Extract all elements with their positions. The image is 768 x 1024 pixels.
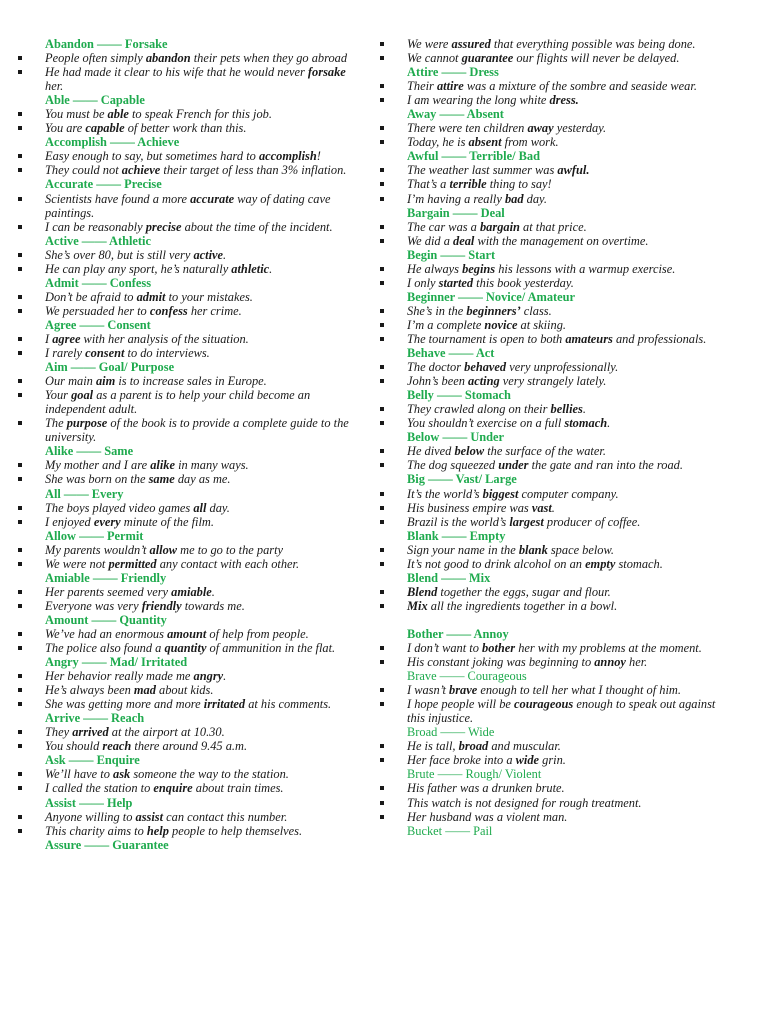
example-sentence <box>16 346 362 360</box>
bullet-icon <box>380 56 384 60</box>
bullet-icon <box>18 197 22 201</box>
example-sentence <box>378 332 730 346</box>
example-sentence <box>16 810 362 824</box>
example-sentence <box>378 501 730 515</box>
bullet-icon <box>18 351 22 355</box>
example-sentence <box>378 177 730 191</box>
bullet-icon <box>380 758 384 762</box>
bullet-icon <box>18 295 22 299</box>
bullet-icon <box>18 829 22 833</box>
synonym-heading-bother-annoy: Bother —— Annoy <box>407 626 509 641</box>
bullet-icon <box>18 562 22 566</box>
example-text: Brazil is the world’s largest producer of coffee. <box>407 514 641 529</box>
example-sentence <box>378 192 730 206</box>
bullet-icon <box>380 281 384 285</box>
example-sentence <box>378 599 730 613</box>
example-sentence <box>16 220 362 234</box>
example-sentence <box>16 149 362 163</box>
synonym-heading-begin-start: Begin —— Start <box>407 247 496 262</box>
example-sentence <box>16 416 362 444</box>
example-sentence <box>16 107 362 121</box>
bullet-icon <box>380 590 384 594</box>
synonym-heading-assure-guarantee: Assure —— Guarantee <box>45 837 169 852</box>
example-sentence <box>378 416 730 430</box>
bullet-icon <box>18 744 22 748</box>
example-text: This watch is not designed for rough treatment. <box>407 795 642 810</box>
example-text: You are capable of better work than this. <box>45 121 247 136</box>
example-sentence <box>16 65 362 93</box>
bullet-icon <box>380 660 384 664</box>
bullet-icon <box>380 463 384 467</box>
bullet-icon <box>380 168 384 172</box>
synonym-heading-active-athletic: Active —— Athletic <box>45 233 151 248</box>
example-text: He always begins his lessons with a warmup exercise. <box>407 261 676 276</box>
bullet-icon <box>380 309 384 313</box>
synonym-heading-all-every: All —— Every <box>45 486 124 501</box>
example-sentence <box>378 444 730 458</box>
example-text: She was getting more and more irritated at his comments. <box>45 697 332 712</box>
example-sentence <box>378 163 730 177</box>
bullet-icon <box>18 309 22 313</box>
example-text: The weather last summer was awful. <box>407 163 590 178</box>
bullet-icon <box>380 84 384 88</box>
synonym-heading-away-absent: Away —— Absent <box>407 107 504 122</box>
bullet-icon <box>18 112 22 116</box>
bullet-icon <box>380 449 384 453</box>
example-text: We persuaded her to confess her crime. <box>45 303 242 318</box>
synonym-heading-beginner-novice-amateur: Beginner —— Novice/ Amateur <box>407 289 576 304</box>
example-text: The purpose of the book is to provide a complete guide to the university. <box>45 416 349 445</box>
example-text: His constant joking was beginning to annoy her. <box>407 655 648 670</box>
example-text: Your goal as a parent is to help your child become an independent adult. <box>45 388 311 417</box>
example-text: I’m a complete novice at skiing. <box>407 317 566 332</box>
example-sentence <box>378 515 730 529</box>
example-sentence <box>378 360 730 374</box>
example-text: They arrived at the airport at 10.30. <box>45 725 225 740</box>
example-text: I hope people will be courageous enough to speak out against this injustice. <box>407 697 716 726</box>
example-text: That’s a terrible thing to say! <box>407 177 552 192</box>
bullet-icon <box>380 646 384 650</box>
example-text: I rarely consent to do interviews. <box>45 346 210 361</box>
example-sentence <box>16 458 362 472</box>
example-sentence <box>16 739 362 753</box>
example-text: The car was a bargain at that price. <box>407 219 587 234</box>
example-sentence <box>16 388 362 416</box>
synonym-heading-bargain-deal: Bargain —— Deal <box>407 205 505 220</box>
example-sentence <box>16 627 362 641</box>
synonym-heading-belly-stomach: Belly —— Stomach <box>407 388 511 403</box>
example-sentence <box>16 669 362 683</box>
bullet-icon <box>380 239 384 243</box>
example-sentence <box>16 121 362 135</box>
example-sentence <box>16 472 362 486</box>
example-sentence <box>378 121 730 135</box>
example-text: I enjoyed every minute of the film. <box>45 514 214 529</box>
example-sentence <box>16 599 362 613</box>
example-sentence <box>16 641 362 655</box>
bullet-icon <box>380 815 384 819</box>
example-text: We cannot guarantee our flights will never be delayed. <box>407 51 680 66</box>
bullet-icon <box>380 604 384 608</box>
bullet-icon <box>380 98 384 102</box>
bullet-icon <box>380 801 384 805</box>
example-text: They could not achieve their target of less than 3% inflation. <box>45 163 347 178</box>
bullet-icon <box>380 42 384 46</box>
synonym-heading-angry-mad-irritated: Angry —— Mad/ Irritated <box>45 655 188 670</box>
example-sentence <box>378 79 730 93</box>
bullet-icon <box>380 520 384 524</box>
synonym-heading-amiable-friendly: Amiable —— Friendly <box>45 570 167 585</box>
example-text: The boys played video games all day. <box>45 500 230 515</box>
bullet-icon <box>18 225 22 229</box>
synonym-heading-agree-consent: Agree —— Consent <box>45 317 151 332</box>
bullet-icon <box>18 70 22 74</box>
example-text: Today, he is absent from work. <box>407 135 559 150</box>
bullet-icon <box>18 702 22 706</box>
example-text: People often simply abandon their pets when they go abroad <box>45 51 348 66</box>
example-text: They crawled along on their bellies. <box>407 402 586 417</box>
example-text: We’ll have to ask someone the way to the station. <box>45 767 289 782</box>
example-text: This charity aims to help people to help themselves. <box>45 823 303 838</box>
example-text: He’s always been mad about kids. <box>45 683 214 698</box>
bullet-icon <box>18 168 22 172</box>
example-text: You must be able to speak French for this job. <box>45 107 272 122</box>
example-sentence <box>378 93 730 107</box>
bullet-icon <box>18 815 22 819</box>
example-text: It’s not good to drink alcohol on an empty stomach. <box>407 556 663 571</box>
bullet-icon <box>18 379 22 383</box>
example-text: His business empire was vast. <box>407 500 555 515</box>
bullet-icon <box>18 56 22 60</box>
example-sentence <box>378 458 730 472</box>
example-text: The doctor behaved very unprofessionally. <box>407 360 619 375</box>
example-sentence <box>16 767 362 781</box>
synonym-heading-alike-same: Alike —— Same <box>45 444 134 459</box>
example-sentence <box>378 220 730 234</box>
synonym-heading-admit-confess: Admit —— Confess <box>45 275 152 290</box>
example-text: You shouldn’t exercise on a full stomach. <box>407 416 611 431</box>
synonym-heading-accomplish-achieve: Accomplish —— Achieve <box>45 135 180 150</box>
synonym-heading-amount-quantity: Amount —— Quantity <box>45 612 167 627</box>
example-sentence <box>16 262 362 276</box>
bullet-icon <box>18 337 22 341</box>
example-sentence <box>16 192 362 220</box>
example-text: My mother and I are alike in many ways. <box>45 458 249 473</box>
example-sentence <box>378 641 730 655</box>
bullet-icon <box>380 182 384 186</box>
bullet-icon <box>18 632 22 636</box>
example-sentence <box>16 585 362 599</box>
example-text: I can be reasonably precise about the time of the incident. <box>45 219 333 234</box>
bullet-icon <box>18 646 22 650</box>
bullet-icon <box>18 772 22 776</box>
example-sentence <box>378 51 730 65</box>
example-text: She’s over 80, but is still very active. <box>45 247 227 262</box>
bullet-icon <box>18 730 22 734</box>
example-sentence <box>378 810 730 824</box>
example-text: There were ten children away yesterday. <box>407 121 607 136</box>
synonym-heading-behave-act: Behave —— Act <box>407 346 495 361</box>
synonym-heading-broad-wide: Broad —— Wide <box>407 725 495 740</box>
left-column <box>16 37 362 852</box>
example-sentence <box>16 163 362 177</box>
example-text: Scientists have found a more accurate way of dating cave paintings. <box>45 191 331 220</box>
example-text: We’ve had an enormous amount of help from people. <box>45 626 309 641</box>
example-sentence <box>16 557 362 571</box>
example-text: He dived below the surface of the water. <box>407 444 606 459</box>
synonym-heading-assist-help: Assist —— Help <box>45 795 133 810</box>
example-text: She’s in the beginners’ class. <box>407 303 552 318</box>
example-sentence <box>378 739 730 753</box>
example-text: She was born on the same day as me. <box>45 472 231 487</box>
bullet-icon <box>18 126 22 130</box>
bullet-icon <box>380 786 384 790</box>
synonym-heading-able-capable: Able —— Capable <box>45 93 145 108</box>
example-sentence <box>16 51 362 65</box>
example-sentence <box>16 725 362 739</box>
example-sentence <box>16 515 362 529</box>
example-sentence <box>378 683 730 697</box>
bullet-icon <box>380 126 384 130</box>
bullet-icon <box>18 506 22 510</box>
example-sentence <box>16 824 362 838</box>
bullet-icon <box>18 786 22 790</box>
example-sentence <box>16 290 362 304</box>
example-text: I don’t want to bother her with my problems at the moment. <box>407 641 702 656</box>
bullet-icon <box>18 604 22 608</box>
bullet-icon <box>18 688 22 692</box>
example-sentence <box>378 697 730 725</box>
bullet-icon <box>380 492 384 496</box>
example-sentence <box>378 37 730 51</box>
example-text: He can play any sport, he’s naturally athletic. <box>45 261 273 276</box>
bullet-icon <box>380 323 384 327</box>
example-sentence <box>378 753 730 767</box>
example-sentence <box>378 557 730 571</box>
example-sentence <box>16 248 362 262</box>
example-sentence <box>16 543 362 557</box>
synonym-heading-allow-permit: Allow —— Permit <box>45 528 144 543</box>
example-text: I’m having a really bad day. <box>407 191 547 206</box>
bullet-icon <box>380 548 384 552</box>
example-text: The police also found a quantity of ammunition in the flat. <box>45 641 336 656</box>
example-text: Sign your name in the blank space below. <box>407 542 614 557</box>
example-sentence <box>378 318 730 332</box>
synonym-heading-ask-enquire: Ask —— Enquire <box>45 753 140 768</box>
example-text: I am wearing the long white dress. <box>407 93 579 108</box>
bullet-icon <box>18 477 22 481</box>
bullet-icon <box>380 688 384 692</box>
example-sentence <box>16 332 362 346</box>
bullet-icon <box>380 337 384 341</box>
example-sentence <box>378 781 730 795</box>
example-text: We were not permitted any contact with each other. <box>45 556 300 571</box>
synonym-heading-accurate-precise: Accurate —— Precise <box>45 177 162 192</box>
bullet-icon <box>18 463 22 467</box>
example-sentence <box>378 487 730 501</box>
example-text: Her husband was a violent man. <box>407 809 568 824</box>
example-sentence <box>378 543 730 557</box>
example-text: Their attire was a mixture of the sombre and seaside wear. <box>407 79 697 94</box>
bullet-icon <box>380 225 384 229</box>
bullet-icon <box>380 379 384 383</box>
example-sentence <box>378 304 730 318</box>
bullet-icon <box>18 590 22 594</box>
example-text: It’s the world’s biggest computer company. <box>407 486 619 501</box>
example-text: He had made it clear to his wife that he would never forsake her. <box>45 65 346 94</box>
synonym-heading-brave-courageous: Brave —— Courageous <box>407 669 527 684</box>
example-text: I wasn’t brave enough to tell her what I thought of him. <box>407 683 681 698</box>
example-sentence <box>378 585 730 599</box>
bullet-icon <box>380 562 384 566</box>
example-text: He is tall, broad and muscular. <box>407 739 561 754</box>
example-text: Easy enough to say, but sometimes hard to accomplish! <box>45 149 321 164</box>
example-sentence <box>378 262 730 276</box>
example-sentence <box>378 374 730 388</box>
synonym-heading-below-under: Below —— Under <box>407 430 505 445</box>
synonym-heading-bucket-pail: Bucket —— Pail <box>407 823 493 838</box>
bullet-icon <box>380 140 384 144</box>
example-sentence <box>16 683 362 697</box>
example-sentence <box>16 304 362 318</box>
example-sentence <box>16 781 362 795</box>
example-sentence <box>378 655 730 669</box>
example-text: The tournament is open to both amateurs and professionals. <box>407 331 707 346</box>
example-text: Her face broke into a wide grin. <box>407 753 566 768</box>
synonym-heading-awful-terrible-bad: Awful —— Terrible/ Bad <box>407 149 540 164</box>
example-text: Our main aim is to increase sales in Europe. <box>45 374 267 389</box>
bullet-icon <box>380 506 384 510</box>
bullet-icon <box>18 674 22 678</box>
bullet-icon <box>18 520 22 524</box>
example-text: I only started this book yesterday. <box>407 275 574 290</box>
example-text: I called the station to enquire about train times. <box>45 781 284 796</box>
bullet-icon <box>380 365 384 369</box>
bullet-icon <box>18 421 22 425</box>
bullet-icon <box>18 253 22 257</box>
example-sentence <box>16 501 362 515</box>
example-text: I agree with her analysis of the situation. <box>45 331 249 346</box>
example-text: Her behavior really made me angry. <box>45 669 227 684</box>
example-text: We did a deal with the management on overtime. <box>407 233 649 248</box>
synonym-heading-attire-dress: Attire —— Dress <box>407 65 499 80</box>
bullet-icon <box>18 267 22 271</box>
bullet-icon <box>380 267 384 271</box>
bullet-icon <box>380 421 384 425</box>
bullet-icon <box>380 702 384 706</box>
bullet-icon <box>380 744 384 748</box>
synonym-heading-blend-mix: Blend —— Mix <box>407 570 491 585</box>
example-text: Don’t be afraid to admit to your mistakes. <box>45 289 253 304</box>
synonym-heading-aim-goal-purpose: Aim —— Goal/ Purpose <box>45 360 175 375</box>
bullet-icon <box>18 393 22 397</box>
example-text: Her parents seemed very amiable. <box>45 584 215 599</box>
example-text: Mix all the ingredients together in a bowl. <box>407 598 618 613</box>
example-sentence <box>16 697 362 711</box>
example-sentence <box>378 402 730 416</box>
bullet-icon <box>18 548 22 552</box>
synonym-heading-blank-empty: Blank —— Empty <box>407 528 506 543</box>
bullet-icon <box>380 197 384 201</box>
synonym-heading-abandon-forsake: Abandon —— Forsake <box>45 37 168 51</box>
blank-line <box>378 613 730 627</box>
example-text: Anyone willing to assist can contact this number. <box>45 809 288 824</box>
example-sentence <box>16 374 362 388</box>
example-sentence <box>378 796 730 810</box>
example-sentence <box>378 276 730 290</box>
example-sentence <box>378 234 730 248</box>
example-text: My parents wouldn’t allow me to go to the party <box>45 542 284 557</box>
example-text: The dog squeezed under the gate and ran into the road. <box>407 458 683 473</box>
example-text: You should reach there around 9.45 a.m. <box>45 739 248 754</box>
synonym-heading-brute-rough-violent: Brute —— Rough/ Violent <box>407 767 542 782</box>
example-text: Everyone was very friendly towards me. <box>45 598 245 613</box>
example-text: John’s been acting very strangely lately. <box>407 374 607 389</box>
example-text: His father was a drunken brute. <box>407 781 565 796</box>
synonym-heading-big-vast-large: Big —— Vast/ Large <box>407 472 517 487</box>
example-text: We were assured that everything possible was being done. <box>407 37 696 51</box>
right-column <box>378 37 730 838</box>
synonym-heading-arrive-reach: Arrive —— Reach <box>45 711 145 726</box>
bullet-icon <box>380 407 384 411</box>
bullet-icon <box>18 154 22 158</box>
example-text: Blend together the eggs, sugar and flour. <box>407 584 611 599</box>
example-sentence <box>378 135 730 149</box>
